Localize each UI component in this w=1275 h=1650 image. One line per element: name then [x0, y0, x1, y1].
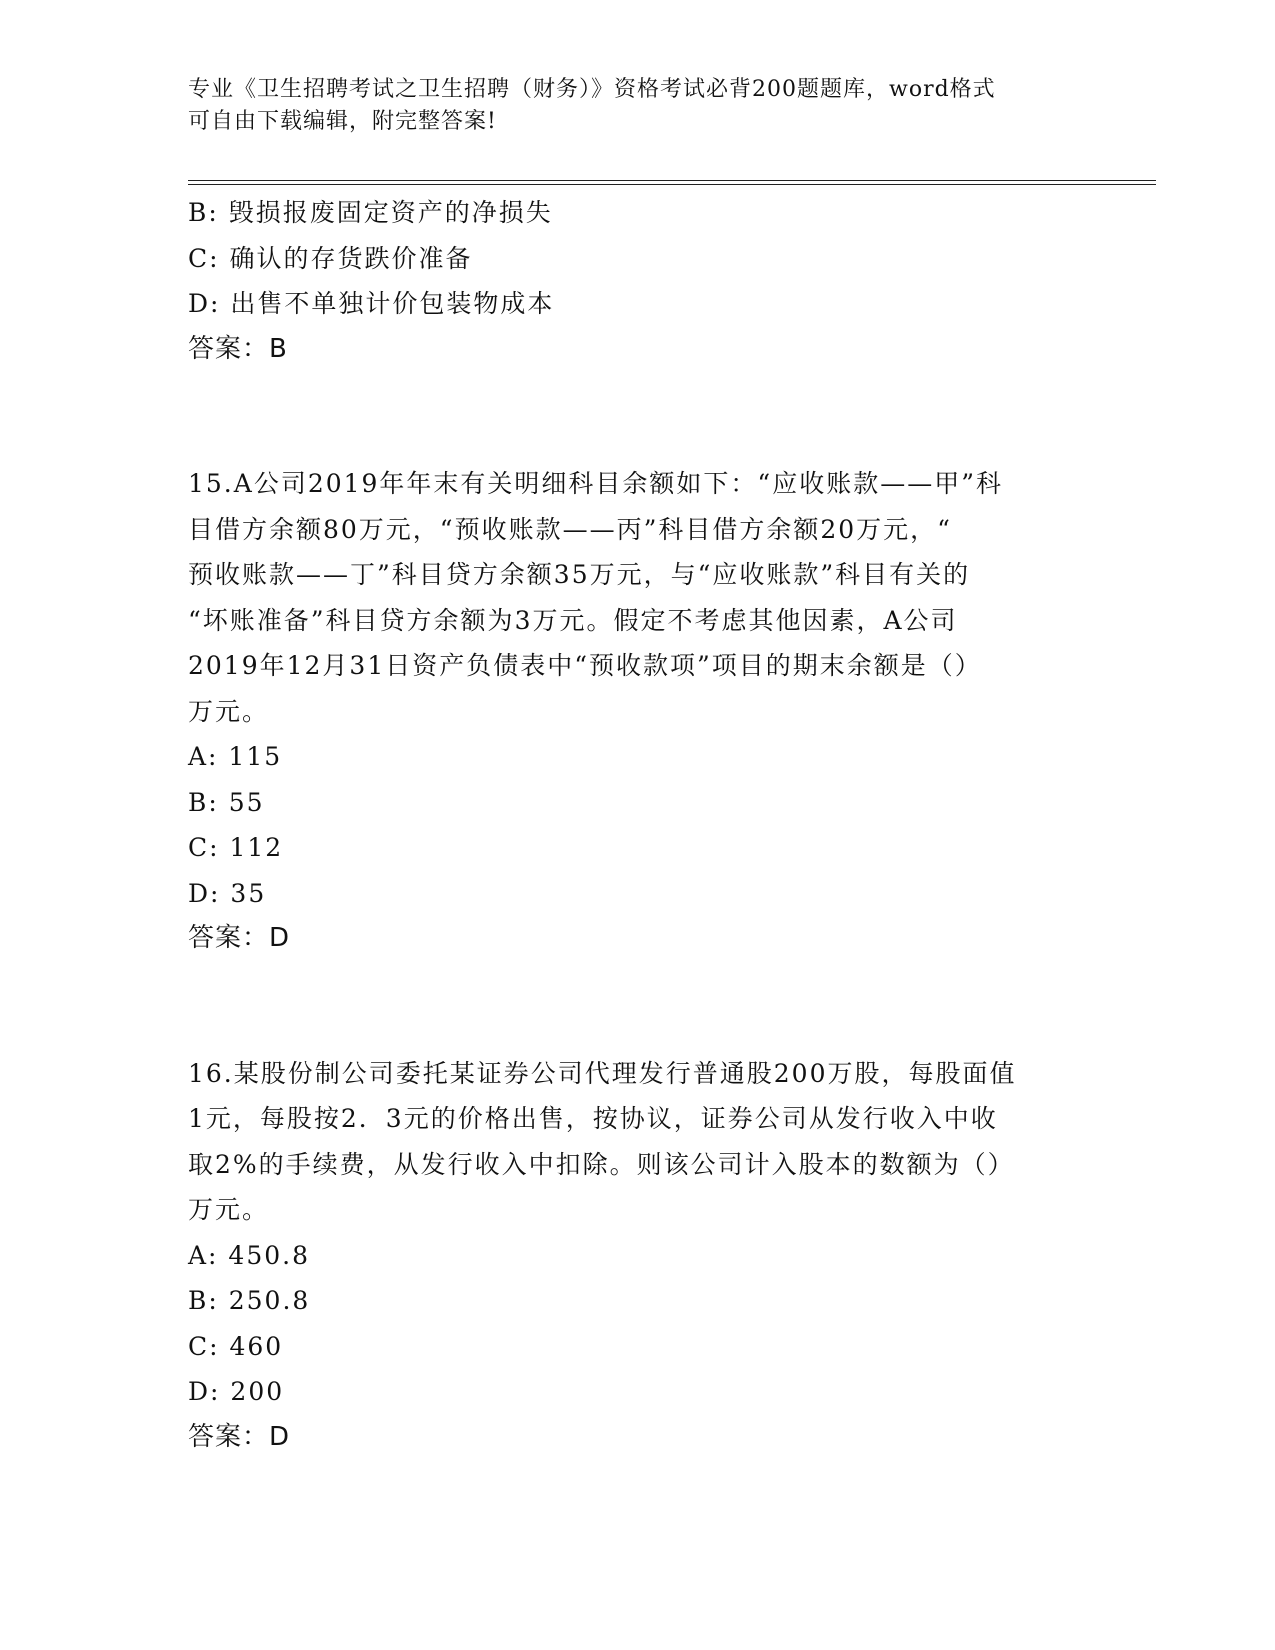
option-d: D: 200: [188, 1377, 285, 1406]
option-a: A: 115: [188, 742, 283, 771]
option-d: D: 35: [188, 878, 267, 908]
option-c: C: 112: [188, 833, 284, 862]
spacer: [188, 372, 1088, 461]
stem-line: 16.某股份制公司委托某证券公司代理发行普通股200万股，每股面值: [188, 1058, 1017, 1088]
question-15-stem: [188, 461, 1088, 734]
option-a: A: 450.8: [188, 1240, 310, 1270]
stem-line: 15.A公司2019年年末有关明细科目余额如下：“应收账款——甲”科: [188, 469, 1003, 498]
header-divider-bottom: [188, 184, 1156, 185]
stem-line: 万元。: [188, 696, 270, 726]
header-line-2: 可自由下载编辑，附完整答案!: [188, 109, 497, 134]
stem-line: 1元，每股按2．3元的价格出售，按协议，证券公司从发行收入中收: [188, 1104, 998, 1133]
option-d: D: 出售不单独计价包装物成本: [188, 289, 555, 318]
document-header: [188, 74, 1068, 138]
header-line-1: 专业《卫生招聘考试之卫生招聘（财务）》资格考试必背200题题库，word格式: [188, 77, 996, 102]
option-b: B: 毁损报废固定资产的净损失: [188, 198, 553, 227]
stem-line: 万元。: [188, 1195, 270, 1224]
stem-line: “坏账准备”科目贷方余额为3万元。假定不考虑其他因素，A公司: [188, 605, 958, 635]
option-b: B: 250.8: [188, 1286, 311, 1315]
question-14-options: [188, 190, 1088, 327]
stem-line: 预收账款——丁”科目贷方余额35万元，与“应收账款”科目有关的: [188, 560, 971, 589]
question-16-stem: [188, 1051, 1088, 1233]
option-c: C: 460: [188, 1331, 284, 1361]
question-15-options: [188, 734, 1088, 916]
question-15-answer: 答案：D: [188, 923, 291, 953]
header-divider-top: [188, 180, 1156, 181]
spacer: [188, 962, 1088, 1051]
stem-line: 目借方余额80万元，“预收账款——丙”科目借方余额20万元，“: [188, 514, 952, 544]
question-16-options: [188, 1233, 1088, 1415]
question-14-answer: 答案：B: [188, 333, 288, 364]
stem-line: 2019年12月31日资产负债表中“预收款项”项目的期末余额是（）: [188, 651, 982, 680]
question-content: [188, 190, 1088, 1460]
option-b: B: 55: [188, 787, 265, 817]
question-16-answer: 答案：D: [188, 1421, 291, 1452]
option-c: C: 确认的存货跌价准备: [188, 243, 473, 273]
stem-line: 取2%的手续费，从发行收入中扣除。则该公司计入股本的数额为（）: [188, 1149, 1015, 1179]
